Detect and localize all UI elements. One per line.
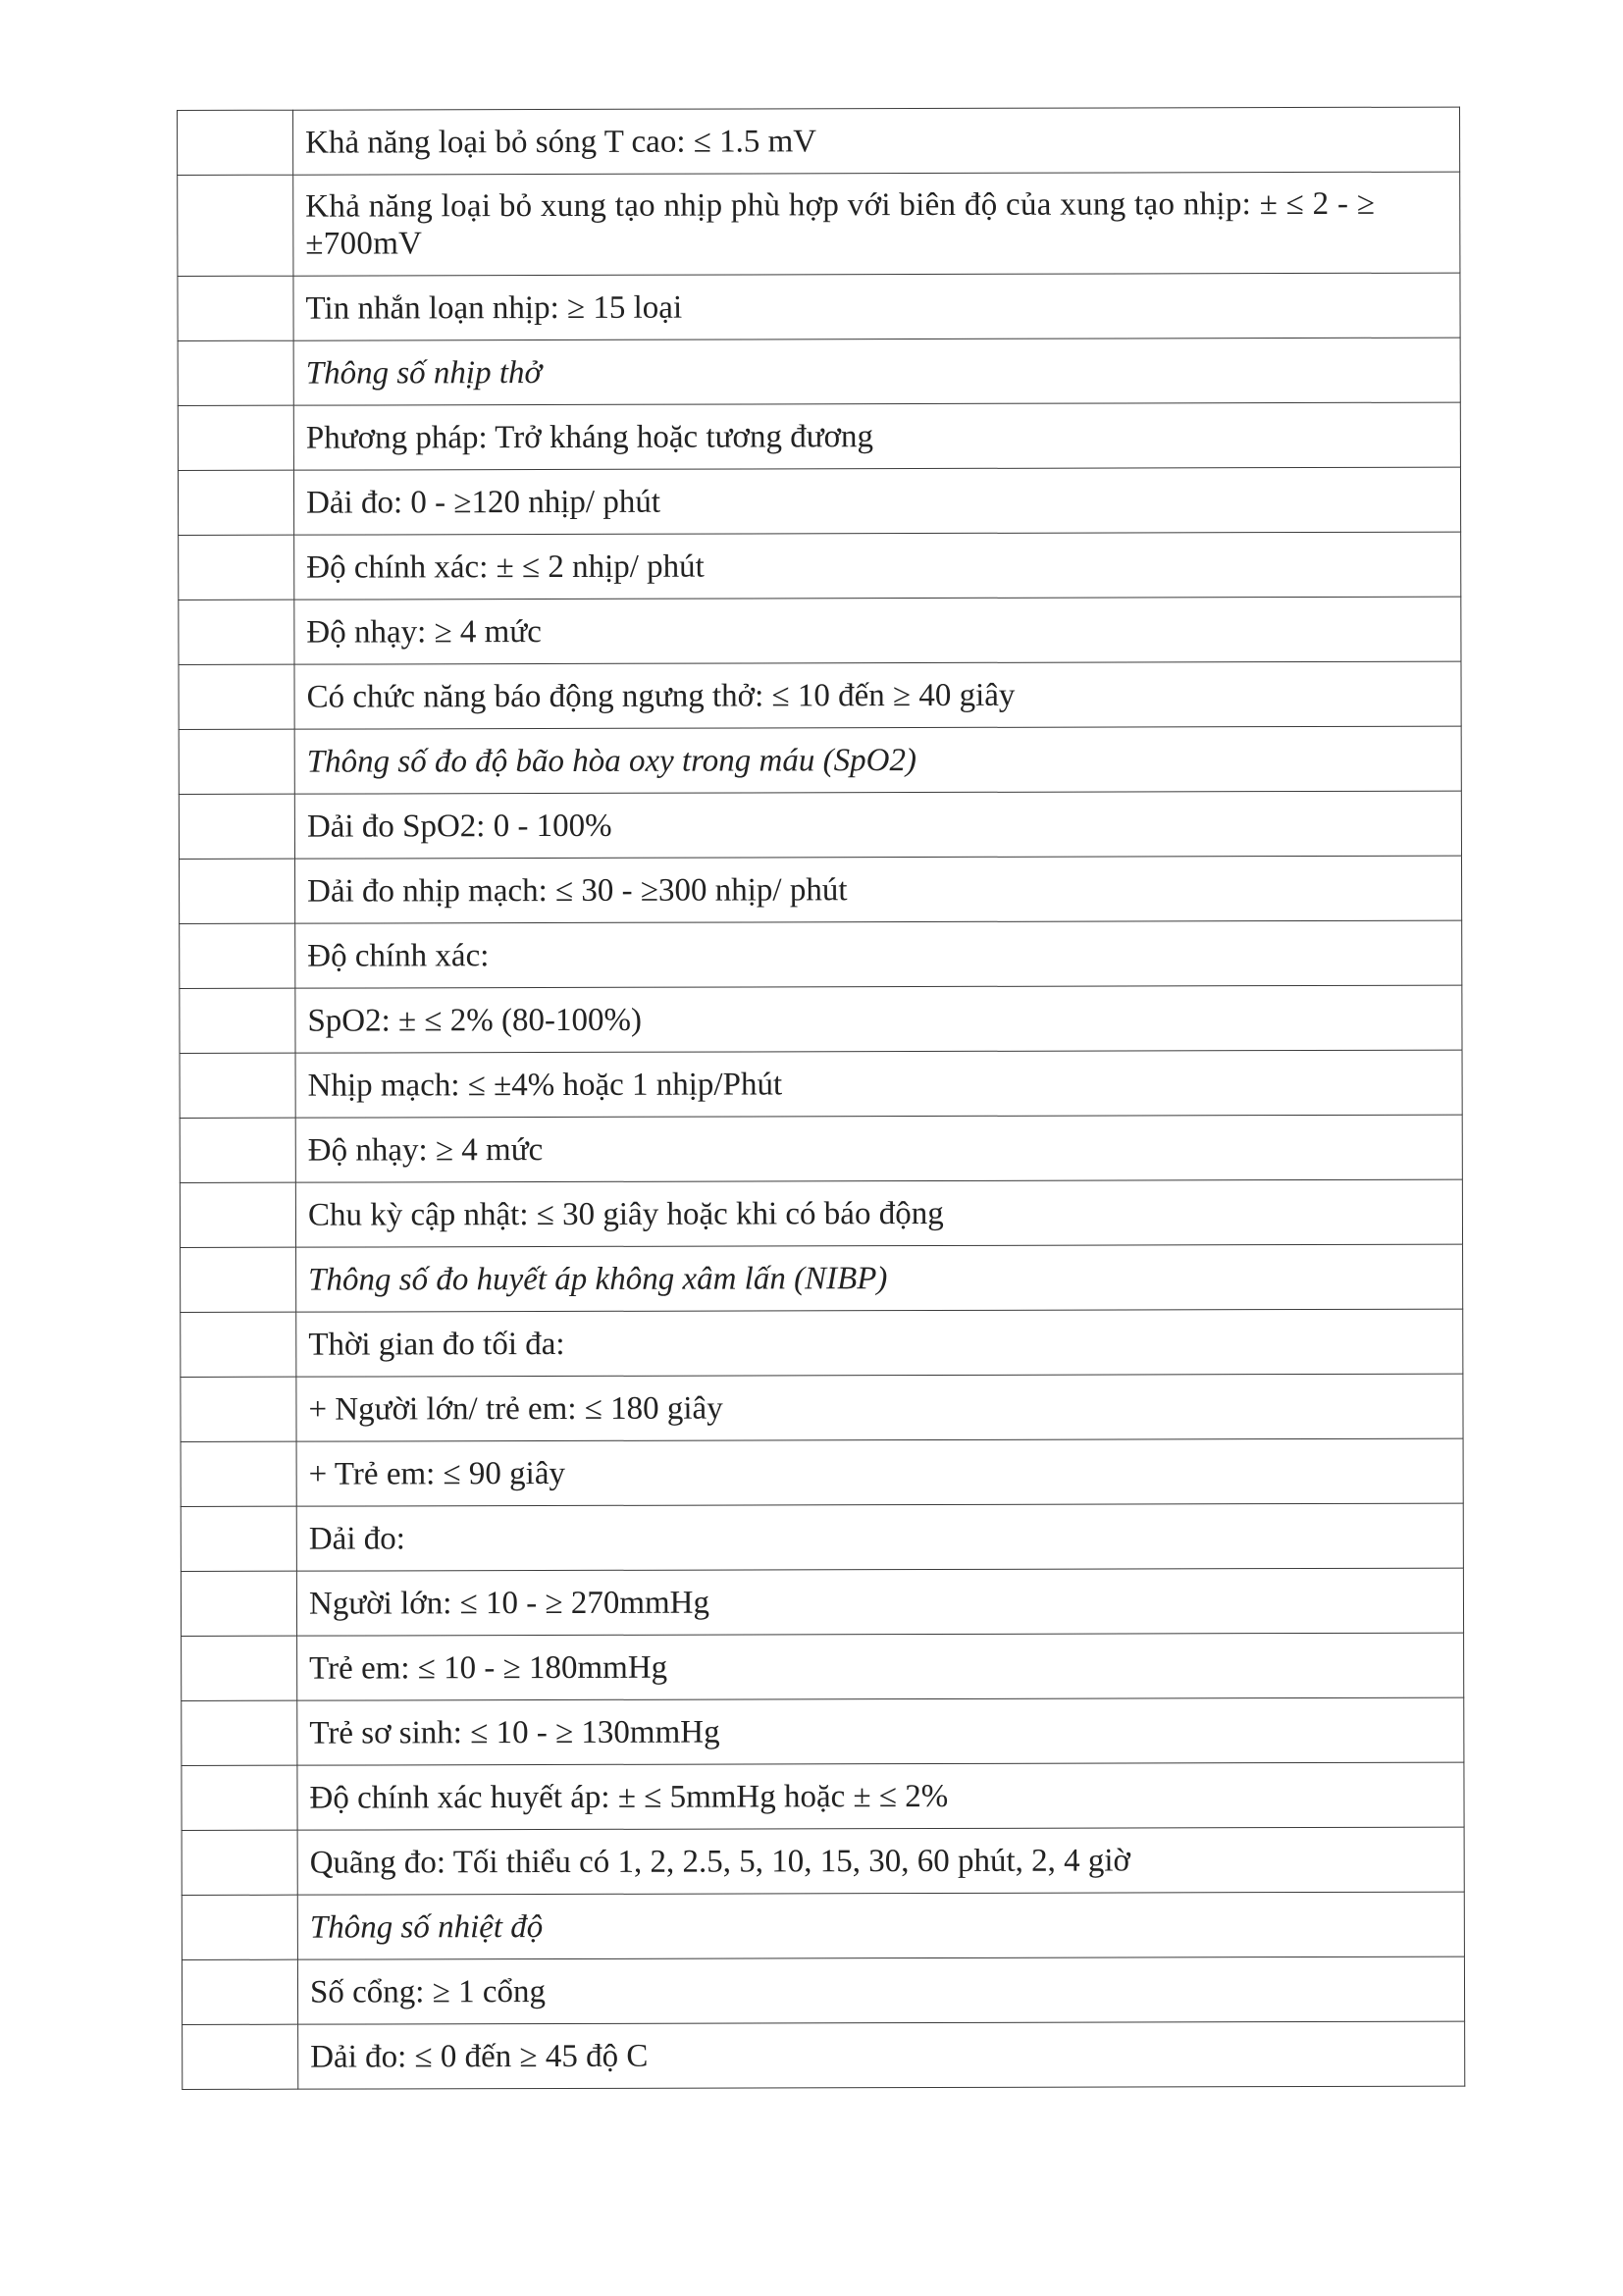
spec-cell: Tin nhắn loạn nhịp: ≥ 15 loại xyxy=(293,273,1460,340)
spec-cell: Người lớn: ≤ 10 - ≥ 270mmHg xyxy=(296,1568,1463,1636)
table-row xyxy=(180,1050,1462,1118)
index-cell xyxy=(182,1765,297,1830)
section-heading-row xyxy=(178,338,1460,405)
spec-cell: Trẻ sơ sinh: ≤ 10 - ≥ 130mmHg xyxy=(297,1697,1464,1765)
spec-cell: Dải đo nhịp mạch: ≤ 30 - ≥300 nhịp/ phút xyxy=(294,856,1461,923)
table-row xyxy=(181,1568,1463,1636)
table-row xyxy=(178,172,1460,276)
table-row xyxy=(180,920,1462,988)
index-cell xyxy=(182,1636,297,1700)
index-cell xyxy=(178,175,293,276)
spec-cell: + Trẻ em: ≤ 90 giây xyxy=(296,1438,1463,1506)
index-cell xyxy=(179,535,294,600)
index-cell xyxy=(181,1571,296,1636)
spec-cell: Trẻ em: ≤ 10 - ≥ 180mmHg xyxy=(297,1633,1464,1700)
spec-cell: Độ nhạy: ≥ 4 mức xyxy=(294,597,1461,664)
index-cell xyxy=(183,2024,298,2089)
table-row xyxy=(182,1957,1464,2024)
spec-cell: + Người lớn/ trẻ em: ≤ 180 giây xyxy=(296,1374,1463,1441)
index-cell xyxy=(179,600,294,664)
table-row xyxy=(178,107,1460,175)
index-cell xyxy=(179,664,294,729)
section-heading-row xyxy=(181,1244,1463,1312)
spec-table-body xyxy=(178,107,1465,2089)
table-row xyxy=(179,791,1461,859)
spec-cell: Dải đo: 0 - ≥120 nhịp/ phút xyxy=(293,467,1460,535)
index-cell xyxy=(181,1377,296,1441)
index-cell xyxy=(180,1053,295,1118)
index-cell xyxy=(180,1118,295,1182)
table-row xyxy=(181,1503,1463,1571)
table-row xyxy=(180,985,1462,1053)
table-row xyxy=(179,532,1461,600)
section-heading: Thông số đo huyết áp không xâm lấn (NIBP) xyxy=(296,1244,1463,1312)
table-row xyxy=(182,1827,1464,1895)
spec-cell: Khả năng loại bỏ sóng T cao: ≤ 1.5 mV xyxy=(293,107,1460,175)
table-row xyxy=(183,2021,1465,2089)
section-heading-row xyxy=(179,726,1461,794)
index-cell xyxy=(178,110,293,175)
spec-cell: Có chức năng báo động ngưng thở: ≤ 10 đến ≥ 40 giây xyxy=(294,661,1461,729)
index-cell xyxy=(181,1506,296,1571)
spec-cell: Độ chính xác: ± ≤ 2 nhịp/ phút xyxy=(294,532,1461,600)
spec-cell: Dải đo: ≤ 0 đến ≥ 45 độ C xyxy=(298,2021,1465,2089)
spec-cell: SpO2: ± ≤ 2% (80-100%) xyxy=(295,985,1462,1053)
spec-cell: Độ nhạy: ≥ 4 mức xyxy=(295,1115,1462,1182)
spec-cell: Nhịp mạch: ≤ ±4% hoặc 1 nhịp/Phút xyxy=(295,1050,1462,1118)
spec-cell: Khả năng loại bỏ xung tạo nhịp phù hợp với biên độ của xung tạo nhịp: ± ≤ 2 - ≥ ±700mV xyxy=(293,172,1460,276)
index-cell xyxy=(179,729,294,794)
table-row xyxy=(180,1179,1462,1247)
index-cell xyxy=(182,1700,297,1765)
table-row xyxy=(180,1115,1462,1182)
spec-cell: Dải đo: xyxy=(296,1503,1463,1571)
spec-cell: Chu kỳ cập nhật: ≤ 30 giây hoặc khi có báo động xyxy=(295,1179,1462,1247)
spec-cell: Phương pháp: Trở kháng hoặc tương đương xyxy=(293,402,1460,470)
index-cell xyxy=(182,1959,297,2024)
index-cell xyxy=(181,1441,296,1506)
table-row xyxy=(179,661,1461,729)
table-row xyxy=(182,1633,1464,1700)
index-cell xyxy=(180,988,295,1053)
index-cell xyxy=(178,340,293,405)
section-heading: Thông số nhiệt độ xyxy=(297,1892,1464,1959)
spec-cell: Độ chính xác: xyxy=(295,920,1462,988)
section-heading-row xyxy=(182,1892,1464,1959)
index-cell xyxy=(178,470,293,535)
section-heading: Thông số đo độ bão hòa oxy trong máu (SpO2) xyxy=(294,726,1461,794)
index-cell xyxy=(179,794,294,859)
table-row xyxy=(178,273,1460,340)
table-row xyxy=(178,402,1460,470)
spec-cell: Quãng đo: Tối thiểu có 1, 2, 2.5, 5, 10, 15, 30, 60 phút, 2, 4 giờ xyxy=(297,1827,1464,1895)
spec-table xyxy=(177,107,1465,2090)
section-heading: Thông số nhịp thở xyxy=(293,338,1460,405)
index-cell xyxy=(178,405,293,470)
table-row xyxy=(182,1697,1464,1765)
index-cell xyxy=(181,1247,296,1312)
index-cell xyxy=(178,276,293,340)
table-row xyxy=(181,1374,1463,1441)
index-cell xyxy=(182,1830,297,1895)
index-cell xyxy=(179,859,294,923)
table-row xyxy=(179,856,1461,923)
spec-cell: Số cổng: ≥ 1 cổng xyxy=(297,1957,1464,2024)
table-row xyxy=(181,1309,1463,1377)
table-row xyxy=(182,1762,1464,1830)
table-row xyxy=(181,1438,1463,1506)
table-row xyxy=(179,597,1461,664)
table-row xyxy=(178,467,1460,535)
spec-cell: Dải đo SpO2: 0 - 100% xyxy=(294,791,1461,859)
index-cell xyxy=(180,923,295,988)
index-cell xyxy=(180,1182,295,1247)
spec-cell: Thời gian đo tối đa: xyxy=(296,1309,1463,1377)
index-cell xyxy=(181,1312,296,1377)
index-cell xyxy=(182,1895,297,1959)
spec-cell: Độ chính xác huyết áp: ± ≤ 5mmHg hoặc ± ≤ 2% xyxy=(297,1762,1464,1830)
